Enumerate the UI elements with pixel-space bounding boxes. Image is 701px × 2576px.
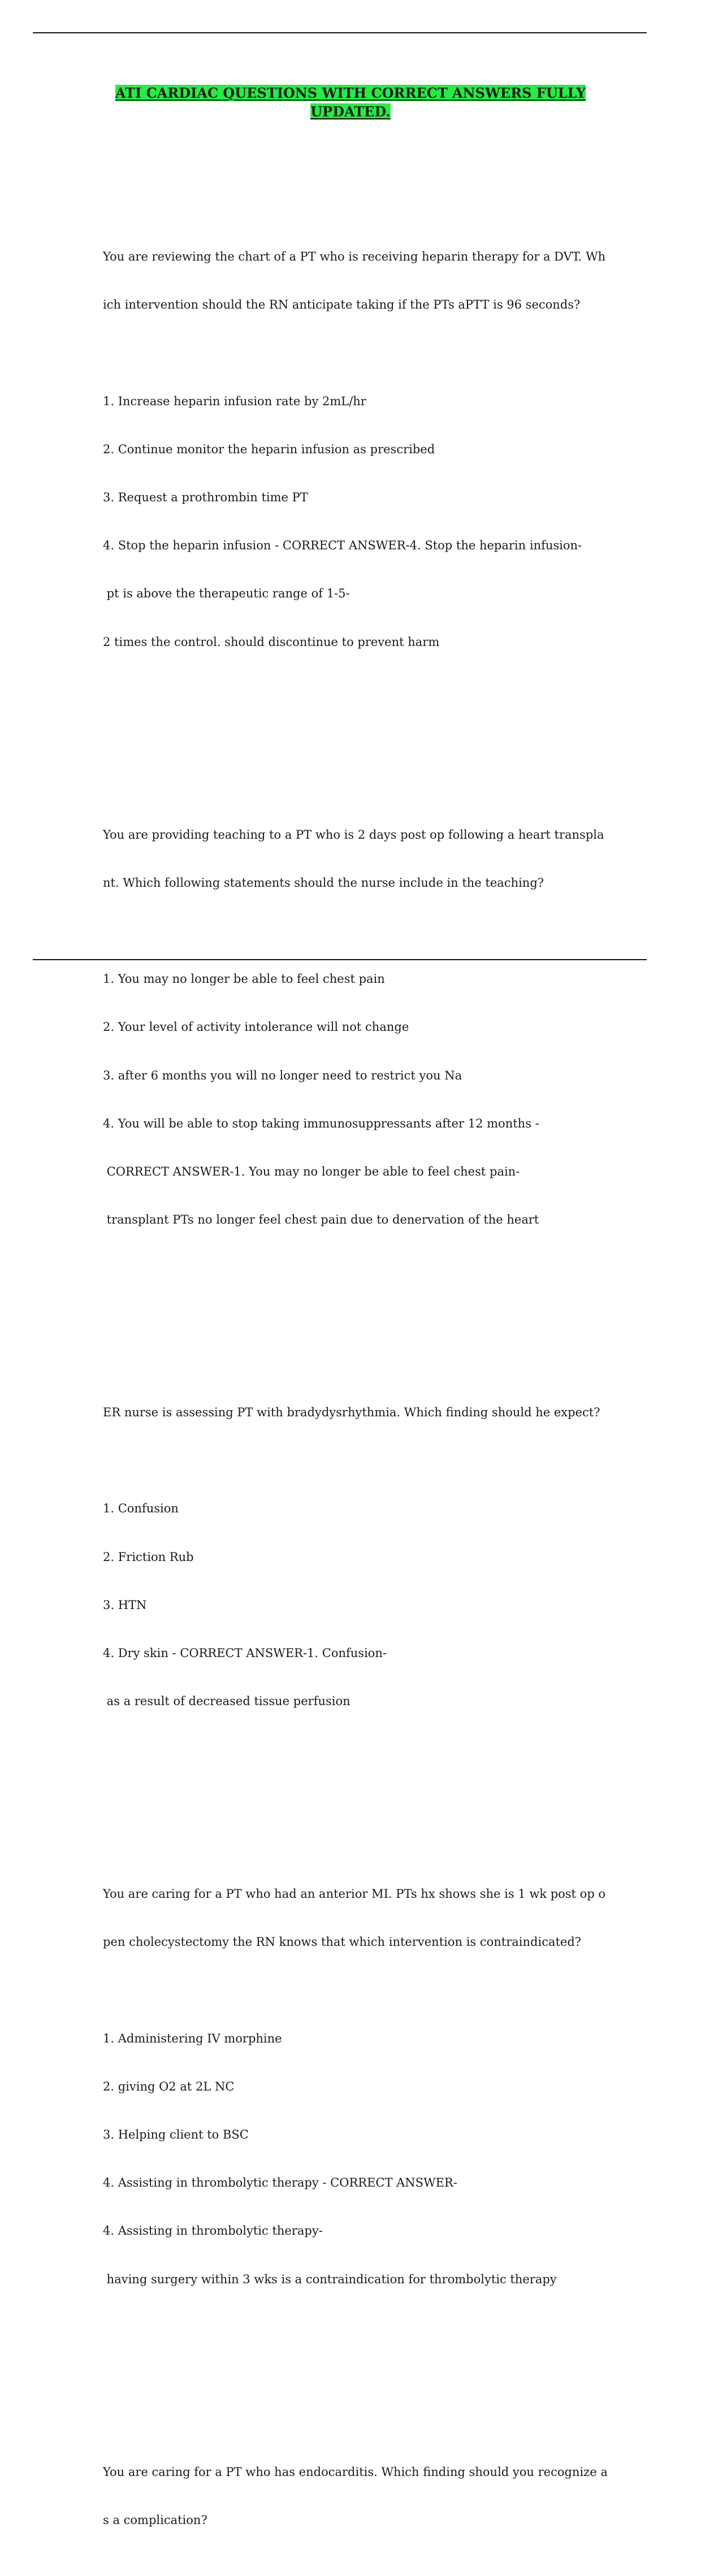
answer-option: 3. Request a prothrombin time PT xyxy=(103,491,308,505)
spacer xyxy=(103,923,612,939)
spacer xyxy=(103,345,612,361)
answer-option: 4. You will be able to stop taking immunosuppressants after 12 months - xyxy=(103,1116,539,1130)
answer-option: 4. Dry skin - CORRECT ANSWER-1. Confusion- xyxy=(103,1646,387,1660)
answer-rationale: 4. Assisting in thrombolytic therapy- xyxy=(103,2224,323,2238)
question-text: You are caring for a PT who has endocarditis. Which finding should you recognize a xyxy=(103,2465,608,2479)
bottom-rule xyxy=(33,959,647,960)
question-text: pen cholecystectomy the RN knows that which intervention is contraindicated? xyxy=(103,1935,582,1949)
answer-option: 4. Assisting in thrombolytic therapy - CORRECT ANSWER- xyxy=(103,2176,457,2190)
question-block xyxy=(103,1372,612,1789)
spacer xyxy=(103,1741,612,1757)
question-text: You are caring for a PT who had an anterior MI. PTs hx shows she is 1 wk post op o xyxy=(103,1887,606,1901)
document-body xyxy=(103,168,612,2576)
spacer xyxy=(103,1260,612,1276)
answer-option: 1. Increase heparin infusion rate by 2mL/hr xyxy=(103,394,366,408)
answer-rationale: transplant PTs no longer feel chest pain due to denervation of the heart xyxy=(103,1213,539,1227)
answer-option: 1. Confusion xyxy=(103,1502,179,1516)
answer-option: 4. Stop the heparin infusion - CORRECT ANSWER-4. Stop the heparin infusion- xyxy=(103,539,582,553)
question-block xyxy=(103,1854,612,2367)
document-title xyxy=(0,84,701,121)
answer-option: 2. Your level of activity intolerance will not change xyxy=(103,1020,409,1034)
question-text: ER nurse is assessing PT with bradydysrhythmia. Which finding should he expect? xyxy=(103,1405,600,1419)
spacer xyxy=(103,1982,612,1998)
question-text: s a complication? xyxy=(103,2513,207,2527)
spacer xyxy=(103,682,612,698)
answer-rationale: 2 times the control. should discontinue to prevent harm xyxy=(103,635,440,649)
question-text: ich intervention should the RN anticipate taking if the PTs aPTT is 96 seconds? xyxy=(103,298,581,312)
answer-option: 2. giving O2 at 2L NC xyxy=(103,2079,235,2093)
question-text: You are providing teaching to a PT who is 2 days post op following a heart transpla xyxy=(103,827,604,842)
answer-rationale: pt is above the therapeutic range of 1-5- xyxy=(103,587,350,601)
answer-option: 2. Friction Rub xyxy=(103,1550,194,1564)
answer-option: 3. after 6 months you will no longer need to restrict you Na xyxy=(103,1068,462,1082)
question-block xyxy=(103,795,612,1308)
question-block xyxy=(103,2432,612,2560)
title-line-1: ATI CARDIAC QUESTIONS WITH CORRECT ANSWERS FULLY xyxy=(115,85,586,101)
answer-rationale: as a result of decreased tissue perfusion xyxy=(103,1694,350,1708)
top-rule xyxy=(33,32,647,33)
question-text: You are reviewing the chart of a PT who is receiving heparin therapy for a DVT. Wh xyxy=(103,250,606,264)
answer-option: 3. Helping client to BSC xyxy=(103,2128,249,2142)
title-line-2: UPDATED. xyxy=(310,103,391,120)
question-block xyxy=(103,216,612,730)
answer-rationale: CORRECT ANSWER-1. You may no longer be able to feel chest pain- xyxy=(103,1164,520,1178)
answer-option: 1. You may no longer be able to feel chest pain xyxy=(103,972,385,986)
spacer xyxy=(103,1452,612,1468)
question-text: nt. Which following statements should the nurse include in the teaching? xyxy=(103,875,544,890)
answer-option: 3. HTN xyxy=(103,1598,147,1612)
answer-option: 2. Continue monitor the heparin infusion as prescribed xyxy=(103,442,435,456)
answer-rationale: having surgery within 3 wks is a contraindication for thrombolytic therapy xyxy=(103,2272,557,2286)
spacer xyxy=(103,2319,612,2335)
answer-option: 1. Administering IV morphine xyxy=(103,2031,282,2045)
